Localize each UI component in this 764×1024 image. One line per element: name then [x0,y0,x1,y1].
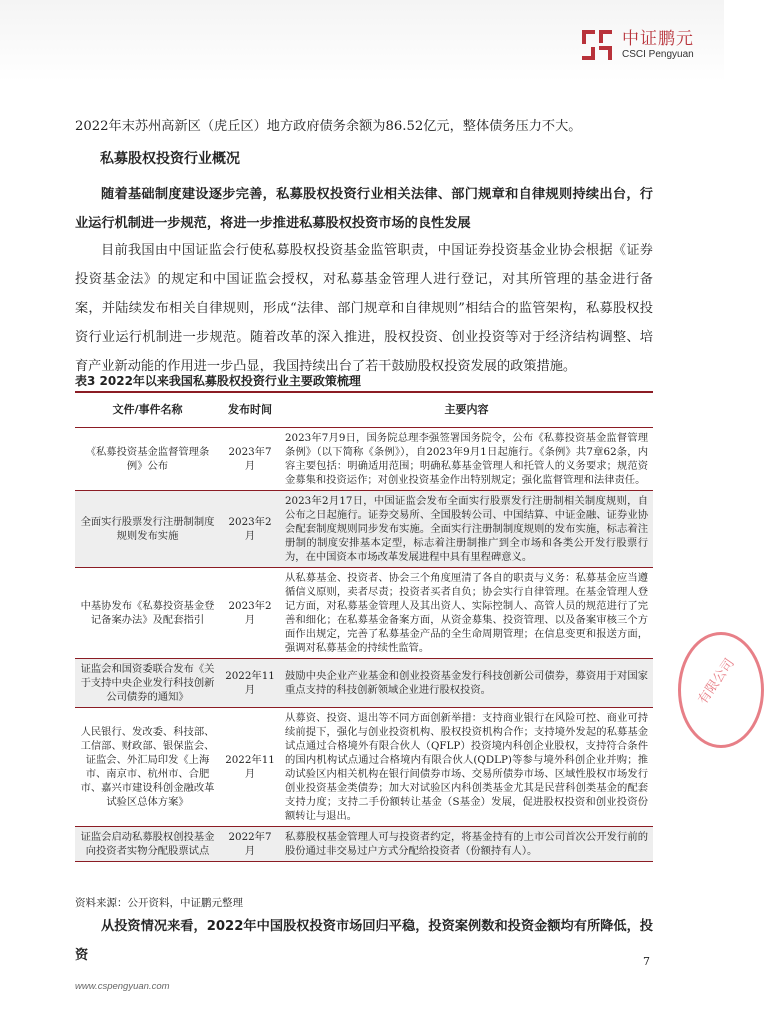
footer-url: www.cspengyuan.com [75,981,170,992]
row-date: 2022年7月 [220,827,280,862]
row-date: 2023年2月 [220,568,280,659]
row-name: 证监会和国资委联合发布《关于支持中央企业发行科技创新公司债券的通知》 [75,659,220,708]
table-header-row [75,392,653,428]
brand-name-en: CSCI Pengyuan [622,49,694,60]
header-date: 发布时间 [220,392,280,428]
brand-name-cn: 中证鹏元 [622,29,694,49]
policy-table [75,391,653,862]
paragraph-regulation: 目前我国由中国证监会行使私募股权投资基金监管职责，中国证券投资基金业协会根据《证券投资基金法》的规定和中国证监会授权，对私募基金管理人进行登记，对其所管理的基金进行备案，并陆续发布相关自律规则，形成“法律、部门规章和自律规则”相结合的监管架构，私募股权投资行业运行机制进一步规范。随着改革的深入推进，股权投资、创业投资等对于经济结构调整、培育产业新动能的作用进一步凸显，我国持续出台了若干鼓励股权投资发展的政策措施。 [75,243,653,374]
row-content: 2023年2月17日，中国证监会发布全面实行股票发行注册制相关制度规则，自公布之日起施行。证券交易所、全国股转公司、中国结算、中证金融、证券业协会配套制度规则同步发布实施。全面实行注册制制度规则的发布实施，标志着注册制的制度安排基本定型，标志着注册制推广到全市场和各类公开发行股票行为，在中国资本市场改革发展进程中具有里程碑意义。 [280,491,653,568]
row-content: 2023年7月9日，国务院总理李强签署国务院令，公布《私募投资基金监督管理条例》（以下简称《条例》），自2023年9月1日起施行。《条例》共7章62条，内容主要包括：明确适用范围；明确私募基金管理人和托管人的义务要求；规范资金募集和投资运作；对创业投资基金作出特别规定；强化监督管理和法律责任。 [280,428,653,491]
paragraph-lead: 随着基础制度建设逐步完善，私募股权投资行业相关法律、部门规章和自律规则持续出台，行业运行机制进一步规范，将进一步推进私募股权投资市场的良性发展 [75,187,653,231]
header-content: 主要内容 [280,392,653,428]
table-row [75,827,653,862]
header-name: 文件/事件名称 [75,392,220,428]
row-name: 人民银行、发改委、科技部、工信部、财政部、银保监会、证监会、外汇局印发《上海市、南京市、杭州市、合肥市、嘉兴市建设科创金融改革试验区总体方案》 [75,708,220,827]
row-date: 2023年2月 [220,491,280,568]
row-content: 从私募基金、投资者、协会三个角度厘清了各自的职责与义务：私募基金应当遵循信义原则，卖者尽责；投资者买者自负；协会实行自律管理。在基金管理人登记方面，对私募基金管理人及其出资人、实际控制人、高管人员的规范进行了完善和细化；在私募基金备案方面，从资金募集、投资管理、以及备案审核三个方面作出规定，完善了私募基金产品的全生命周期管理；在信息变更和报送方面，强调对私募基金的持续性监管。 [280,568,653,659]
table-source: 资料来源：公开资料，中证鹏元整理 [75,897,243,909]
row-name: 全面实行股票发行注册制制度规则发布实施 [75,491,220,568]
table-row [75,708,653,827]
row-date: 2022年11月 [220,659,280,708]
row-content: 从募资、投资、退出等不同方面创新举措：支持商业银行在风险可控、商业可持续前提下，强化与创业投资机构、股权投资机构合作；支持境外发起的私募基金试点通过合格境外有限合伙人（QFLP）投资境内科创企业股权，支持符合条件的国内机构试点通过合格境内有限合伙人(QDLP)等参与境外科创企业并购；推动试验区内相关机构在银行间债券市场、交易所债券市场、区域性股权市场发行创业投资基金类债券；加大对试验区内科创类基金尤其是民营科创类基金的配套支持力度；支持二手份额转让基金（S基金）发展，促进股权投资和创业投资份额转让与退出。 [280,708,653,827]
row-name: 《私募投资基金监督管理条例》公布 [75,428,220,491]
table-caption: 表3 2022年以来我国私募股权投资行业主要政策梳理 [75,374,361,388]
paragraph-debt: 2022年末苏州高新区（虎丘区）地方政府债务余额为86.52亿元，整体债务压力不大。 [75,119,582,134]
row-name: 中基协发布《私募投资基金登记备案办法》及配套指引 [75,568,220,659]
paragraph-investment: 从投资情况来看，2022年中国股权投资市场回归平稳，投资案例数和投资金额均有所降低，投资 [75,919,653,963]
table-row [75,568,653,659]
row-content: 鼓励中央企业产业基金和创业投资基金发行科技创新公司债券，募资用于对国家重点支持的科技创新领域企业进行股权投资。 [280,659,653,708]
table-row [75,428,653,491]
section-title: 私募股权投资行业概况 [100,151,240,167]
brand-logo [580,28,694,62]
table-row [75,659,653,708]
row-date: 2022年11月 [220,708,280,827]
row-name: 证监会启动私募股权创投基金向投资者实物分配股票试点 [75,827,220,862]
page-number: 7 [643,955,650,968]
table-row [75,491,653,568]
row-content: 私募股权基金管理人可与投资者约定，将基金持有的上市公司首次公开发行前的股份通过非交易过户方式分配给投资者（份额持有人）。 [280,827,653,862]
row-date: 2023年7月 [220,428,280,491]
seal-stamp: 有限公司 [678,632,764,748]
cspengyuan-logo-icon [580,28,614,62]
